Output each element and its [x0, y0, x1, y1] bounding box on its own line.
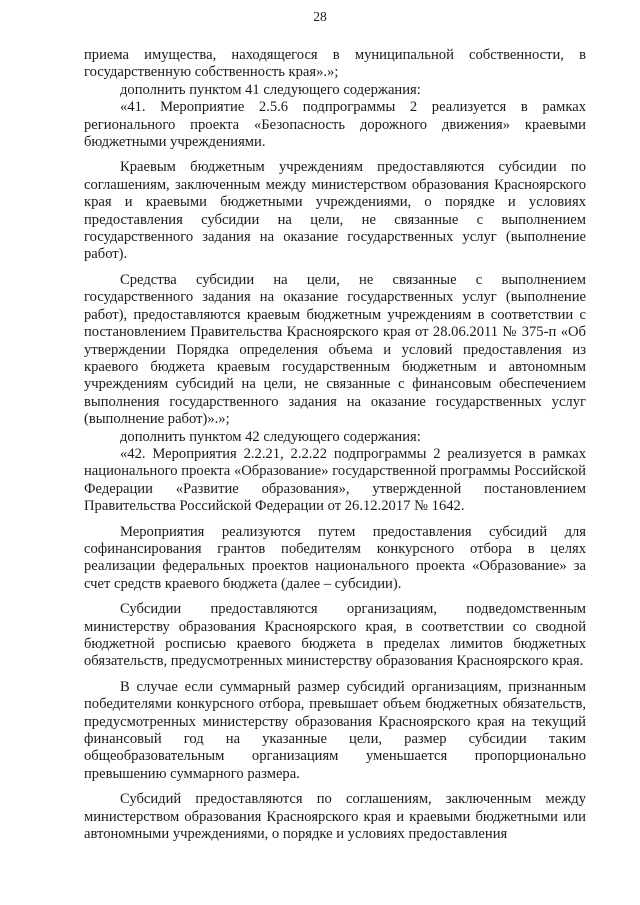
paragraph-subsidy-reduction: В случае если суммарный размер субсидий организациям, признанным победителями конкурсного отбора, превышает объем бюджетных обязательств, предусмотренных министерству образования Красноярского края на текущий финансовый год на указанные цели, размер субсидии таким общеобразовательным организациям уменьшается пропорционально превышению суммарного размера. — [84, 678, 586, 782]
paragraph-item-42: «42. Мероприятия 2.2.21, 2.2.22 подпрограммы 2 реализуется в рамках национального проекта «Образование» государственной программы Российской Федерации «Развитие образования», утвержденной постановлением Правительства Российской Федерации от 26.12.2017 № 1642. — [84, 445, 586, 515]
paragraph-subsidy-agreements: Краевым бюджетным учреждениям предоставляются субсидии по соглашениям, заключенным между министерством образования Красноярского края и краевыми бюджетными учреждениями, о порядке и условиях предоставления субсидии на цели, не связанные с выполнением государственного задания на оказание государственных услуг (выполнение работ). — [84, 159, 586, 263]
paragraph-measures-implementation: Мероприятия реализуются путем предоставления субсидий для софинансирования грантов победителям конкурсного отбора в целях реализации федеральных проектов национального проекта «Образование» за счет средств краевого бюджета (далее – субсидии). — [84, 523, 586, 592]
paragraph-continuation: приема имущества, находящегося в муниципальной собственности, в государственную собственность края».»; — [84, 47, 586, 81]
paragraph-subsidy-conditions: Субсидий предоставляются по соглашениям, заключенным между министерством образования Красноярского края и краевыми бюджетными или автономными учреждениями, о порядке и условиях предоставления — [84, 791, 586, 843]
paragraph-item-41: «41. Мероприятие 2.5.6 подпрограммы 2 реализуется в рамках регионального проекта «Безопасность дорожного движения» краевыми бюджетными учреждениями. — [84, 99, 586, 151]
paragraph-subsidy-funds: Средства субсидии на цели, не связанные с выполнением государственного задания на оказание государственных услуг (выполнение работ), предоставляются краевым бюджетным учреждениям в соответствии с постановлением Правительства Красноярского края от 28.06.2011 № 375-п «Об утверждении Порядка определения объема и условий предоставления из краевого бюджета краевым государственным бюджетным и автономным учреждениям субсидий на цели, не связанные с финансовым обеспечением выполнения государственного задания на оказание государственных услуг (выполнение работ)».»; — [84, 271, 586, 428]
paragraph-amend-instruction-42: дополнить пунктом 42 следующего содержания: — [120, 428, 421, 445]
paragraph-subsidy-recipients: Субсидии предоставляются организациям, подведомственным министерству образования Красноярского края, в соответствии со сводной бюджетной росписью краевого бюджета в пределах лимитов бюджетных обязательств, предусмотренных министерству образования Красноярского края. — [84, 601, 586, 670]
document-body — [84, 47, 586, 843]
page-number: 28 — [313, 9, 327, 24]
paragraph-amend-instruction-41: дополнить пунктом 41 следующего содержания: — [120, 81, 421, 98]
